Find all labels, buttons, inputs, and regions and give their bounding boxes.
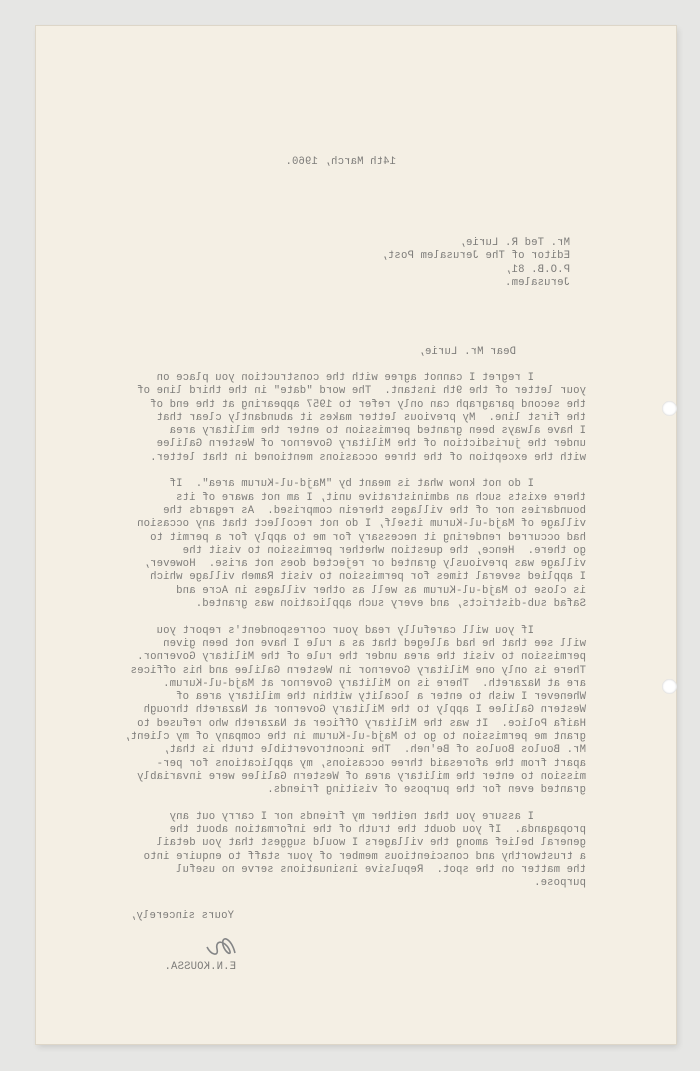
signatory-name: E.N.KOUSSA.: [164, 961, 236, 973]
punch-hole-bottom: [662, 679, 677, 694]
punch-hole-top: [662, 401, 677, 416]
handwritten-signature: [201, 931, 241, 963]
letter-sheet: [36, 26, 676, 1044]
closing: Yours sincerely,: [129, 910, 234, 922]
recipient-address: Mr. Ted R. Lurie, Editor of The Jerusalem Post, P.O.B. 81, Jerusalem.: [381, 237, 570, 289]
salutation: Dear Mr. Lurie,: [418, 346, 516, 358]
mirrored-show-through-text: [36, 26, 676, 1044]
letter-date: 14th March, 1960.: [285, 156, 396, 168]
letter-body: I regret I cannot agree with the construction you place on your letter of the 9th instant. The word "date" in the third line of the second paragraph can only refer to 1957 appearing at the end of the first line. My previous letter makes it abundantly clear that I have always been granted permission to enter the military area under the jurisdiction of the Military Governor of Western Galilee with the exception of the three occasions mentioned in that letter. I do not know what is meant by "Majd-ul-Kurum area". If there exists such an administrative unit, I am not aware of its boundaries nor of the villages therein comprised. As regards the village of Majd-ul-Kurum itself, I do not recollect that any occasion had occurred rendering it necessary for me to apply for a permit to go there. Hence, the question whether permission to visit the village was previously granted or rejected does not arise. However, I applied several times for permission to visit Rameh village which is close to Majd-ul-Kurum as well as other villages in Acre and Safad sub-districts, and every such application was granted. If you will carefully read your correspondent's report you will see that he had alleged that as a rule I have not been given permission to visit the area under the rule of the Military Governor. There is only one Military Governor in Western Galilee and his offices are at Nazareth. There is no Military Governor at Majd-ul-Kurum. Whenever I wish to enter a locality within the military area of Western Galilee I apply to the Military Governor at Nazareth through Haifa Police. It was the Military Officer at Nazareth who refused to grant me permission to go to Majd-ul-Kurum in the company of my client, Mr. Boulos Boulos of Be'neh. The incontrovertible truth is that, apart from the aforesaid three occasions, my applications for per- mission to enter the military area of Western Galilee were invariably granted even for the purpose of visiting friends. I assure you that neither my friends nor I carry out any propaganda. If you doubt the truth of the information about the general belief among the villagers I would suggest that you detail a trustworthy and conscientious member of your staff to enquire into the matter on the spot. Repulsive insinuations serve no useful purpose.: [123, 372, 586, 890]
